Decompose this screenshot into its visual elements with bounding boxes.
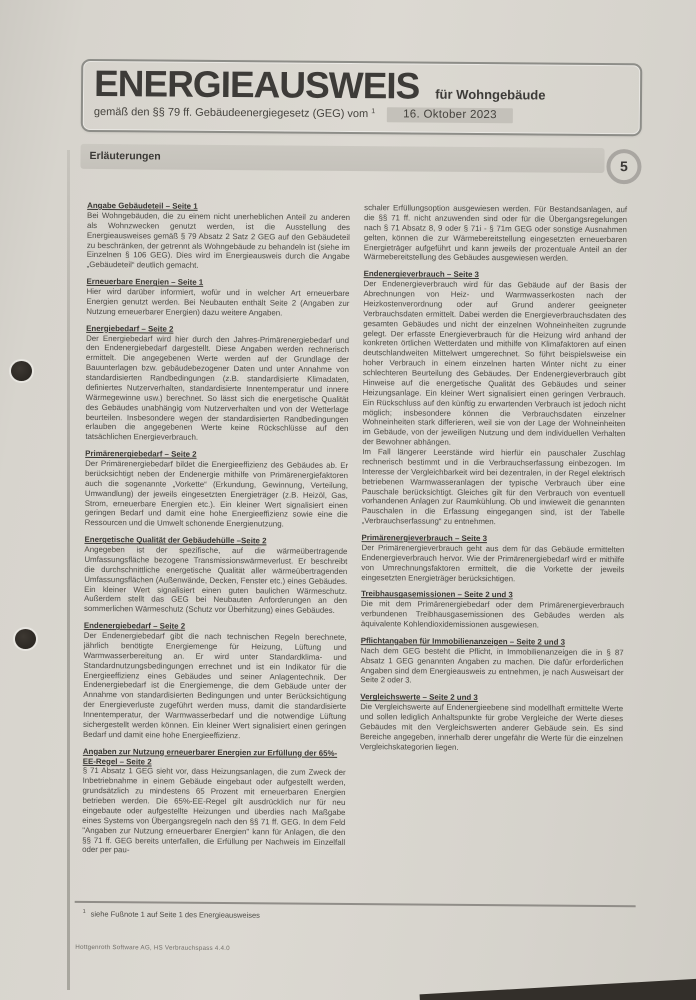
footnote-marker: 1 xyxy=(371,108,376,116)
section-heading: Treibhausgasemissionen – Seite 2 und 3 xyxy=(361,589,513,600)
section-vergleichswerte xyxy=(360,692,623,753)
footnote-divider xyxy=(75,901,636,907)
law-reference-text: gemäß den §§ 79 ff. Gebäudeenergiegesetz (GEG) vom xyxy=(93,106,369,121)
law-reference-line xyxy=(94,105,629,124)
footnote xyxy=(83,909,260,920)
section-heading: Energiebedarf – Seite 2 xyxy=(86,323,174,334)
section-body-2: Im Fall längerer Leerstände wird hierfür ein pauschaler Zuschlag rechnerisch bestimmt und in die Verbrauchserfassung einbezogen. Im Interesse der Vergleichbarkeit wird bei dezentralen, in der Regel elektrisch betriebenen Warmwasseranlagen der typische Verbrauch über eine Pauschale berücksichtigt. Gleiches gilt für den Verbrauch von eventuell vorhandenen Anlagen zur Raumkühlung. Ob und inwieweit die genannten Pauschalen in die Erfassung eingegangen sind, ist der Tabelle „Verbrauchserfassung“ zu entnehmen. xyxy=(361,447,626,527)
section-erneuerbare-energien xyxy=(86,277,349,319)
section-energetische-qualitaet xyxy=(84,535,348,616)
section-heading: Endenergiebedarf – Seite 2 xyxy=(83,621,186,631)
section-continuation xyxy=(364,203,627,264)
section-body: schaler Erfüllungsoption ausgewiesen werden. Für Bestandsanlagen, auf die §§ 71 ff. nicht anzuwenden sind oder für die Übergangsregelungen nach § 71 Absatz 8, 9 oder § 71i - § 71m GEG oder sonstige Ausnahmen gelten, können die zur Wärmebereitstellung eingesetzten erneuerbaren Energieträger aufgeführt und kann jeweils der prozentuale Anteil an der Wärmebereitstellung des Gebäudes ausgewiesen werden. xyxy=(363,203,628,264)
section-energiebedarf xyxy=(85,324,349,445)
section-body: Nach dem GEG besteht die Pflicht, in Immobilienanzeigen die in § 87 Absatz 1 GEG genannten Angaben zu machen. Die dafür erforderlichen Angaben sind dem Energieausweis zu entnehmen, je nach Ausweisart der Seite 2 oder 3. xyxy=(360,645,624,685)
section-heading: Primärenergiebedarf – Seite 2 xyxy=(85,449,197,459)
section-body: Hier wird darüber informiert, wofür und in welcher Art erneuerbare Energien genutzt werden. Bei Neubauten enthält Seite 2 (Angaben zur Nutzung erneuerbarer Energien) dazu weitere Angaben. xyxy=(86,286,350,318)
section-heading: Angabe Gebäudeteil – Seite 1 xyxy=(87,200,198,211)
footnote-text: siehe Fußnote 1 auf Seite 1 des Energieausweises xyxy=(90,909,260,920)
section-body: Der Primärenergiebedarf bildet die Energieeffizienz des Gebäudes ab. Er berücksichtigt neben der Endenergie mithilfe von Primärenergiefaktoren auch die sogenannte „Vorkette“ (Erkundung, Gewinnung, Verteilung, Umwandlung) der jeweils eingesetzten Energieträger (z.B. Heizöl, Gas, Strom, erneuerbare Energien etc.). Ein kleiner Wert signalisiert einen geringen Bedarf und damit eine hohe Energieeffizienz sowie eine die Ressourcen und die Umwelt schonende Energienutzung. xyxy=(84,458,349,529)
section-body: Der Energiebedarf wird hier durch den Jahres-Primärenergiebedarf und den Endenergiebedarf dargestellt. Diese Angaben werden rechnerisch ermittelt. Die angegebenen Werte werden auf der Grundlage der Bauunterlagen bzw. gebäudebezogener Daten und unter Annahme von standardisierten Randbedingungen (z.B. standardisierte Klimadaten, definiertes Nutzerverhalten, standardisierte Innentemperatur und innere Wärmegewinne usw.) berechnet. So lässt sich die energetische Qualität des Gebäudes unabhängig vom Nutzerverhalten und von der Wetterlage beurteilen. Insbesondere wegen der standardisierten Randbedingungen erlauben die angegebenen Werte keine Rückschlüsse auf den tatsächlichen Energieverbrauch. xyxy=(85,333,350,443)
issue-date: 16. Oktober 2023 xyxy=(387,107,513,123)
section-primaerenergiebedarf xyxy=(85,449,349,530)
section-65-ee-regel xyxy=(82,747,346,858)
section-header-bar: Erläuterungen xyxy=(80,144,604,173)
section-body: Der Endenergieverbrauch wird für das Gebäude auf der Basis der Abrechnungen von Heiz- und Warmwasserkosten nach der Heizkostenverordnung oder auf Grund anderer geeigneter Verbrauchsdaten ermittelt. Dabei werden die Energieverbrauchsdaten des gesamten Gebäudes und nicht der einzelnen Wohneinheiten zugrunde gelegt. Der erfasste Energieverbrauch für die Heizung wird anhand der konkreten örtlichen Wetterdaten und mithilfe von Klimafaktoren auf einen deutschlandweiten Mittelwert umgerechnet. So führt beispielsweise ein hoher Verbrauch in einem einzelnen harten Winter nicht zu einer schlechteren Beurteilung des Gebäudes. Der Endenergieverbrauch gibt Hinweise auf die energetische Qualität des Gebäudes und seiner Heizungsanlage. Ein kleiner Wert signalisiert einen geringen Verbrauch. Ein Rückschluss auf den künftig zu erwartenden Verbrauch ist jedoch nicht möglich; insbesondere können die Verbrauchsdaten einzelner Wohneinheiten stark differieren, weil sie von der Lage der Wohneinheiten im Gebäude, von der jeweiligen Nutzung und dem individuellen Verhalten der Bewohner abhängen. xyxy=(362,279,627,447)
footnote-number: 1 xyxy=(82,908,86,915)
section-heading: Endenergieverbrauch – Seite 3 xyxy=(363,269,479,280)
section-heading: Erneuerbare Energien – Seite 1 xyxy=(86,277,204,287)
section-angabe-gebaeudeteil xyxy=(87,201,351,272)
section-primaerenergieverbrauch xyxy=(361,533,624,584)
section-body: Die mit dem Primärenergiebedarf oder dem Primärenergieverbrauch verbundenen Treibhausgasemissionen des Gebäudes werden als äquivalente Kohlendioxidemissionen ausgewiesen. xyxy=(360,599,625,630)
text-columns xyxy=(82,201,628,859)
section-body: Angegeben ist der spezifische, auf die wärmeübertragende Umfassungsfläche bezogene Transmissionswärmeverlust. Er beschreibt die durchschnittliche energetische Qualität aller wärmeübertragenden Umfassungsflächen (Außenwände, Decken, Fenster etc.) eines Gebäudes. Ein kleiner Wert signalisiert einen guten baulichen Wärmeschutz. Außerdem stellt das GEG bei Neubauten Anforderungen an den sommerlichen Wärmeschutz (Schutz vor Überhitzung) eines Gebäudes. xyxy=(83,544,348,616)
section-heading: Energetische Qualität der Gebäudehülle –Seite 2 xyxy=(84,535,267,546)
section-body: Der Endenergiebedarf gibt die nach technischen Regeln berechnete, jährlich benötigte Energiemenge für Heizung, Lüftung und Warmwasserbereitung an. Er wird unter Standardklima- und Standardnutzungsbedingungen errechnet und ist ein Indikator für die Energieeffizienz eines Gebäudes und seiner Anlagentechnik. Der Endenergiebedarf ist die Energiemenge, die dem Gebäude unter der Annahme von standardisierten Bedingungen und unter Berücksichtigung der Energieverluste zugeführt werden muss, damit die standardisierte Innentemperatur, der Warmwasserbedarf und die notwendige Lüftung sichergestellt werden können. Ein kleiner Wert signalisiert einen geringen Bedarf und damit eine hohe Energieeffizienz. xyxy=(82,630,347,740)
page-number-badge: 5 xyxy=(606,149,641,184)
section-heading: Vergleichswerte – Seite 2 und 3 xyxy=(360,692,478,703)
section-heading: Pflichtangaben für Immobilienanzeigen – Seite 2 und 3 xyxy=(360,635,566,647)
section-pflichtangaben xyxy=(360,636,623,687)
section-heading: Primärenergieverbrauch – Seite 3 xyxy=(361,533,488,544)
left-column xyxy=(82,201,350,857)
section-body: Die Vergleichswerte auf Endenergieebene sind modellhaft ermittelte Werte und sollen lediglich Anhaltspunkte für grobe Vergleiche der Werte dieses Gebäudes mit den Vergleichswerten anderer Gebäude sein. Es sind Bereiche angegeben, innerhalb derer ungefähr die Werte für die einzelnen Vergleichskategorien liegen. xyxy=(359,702,624,752)
right-column xyxy=(359,203,627,859)
document-title: ENERGIEAUSWEIS xyxy=(93,62,420,107)
section-body: Bei Wohngebäuden, die zu einem nicht unerheblichen Anteil zu anderen als Wohnzwecken genutzt werden, ist die Ausstellung des Energieausweises gemäß § 79 Absatz 2 Satz 2 GEG auf den Gebäudeteil zu beschränken, der getrennt als Wohngebäude zu behandeln ist (siehe im Einzelnen § 106 GEG). Dies wird im Energieausweis durch die Angabe „Gebäudeteil“ deutlich gemacht. xyxy=(86,210,351,271)
section-heading: Angaben zur Nutzung erneuerbarer Energien zur Erfüllung der 65%-EE-Regel – Seite 2 xyxy=(82,746,338,766)
section-treibhausgasemissionen xyxy=(361,589,624,631)
section-body: Der Primärenergieverbrauch geht aus dem für das Gebäude ermittelten Endenergieverbrauch hervor. Wie der Primärenergiebedarf wird er mithilfe von Umrechnungsfaktoren ermittelt, die die Vorkette der jeweils eingesetzten Energieträger berücksichtigen. xyxy=(361,542,625,583)
section-body: § 71 Absatz 1 GEG sieht vor, dass Heizungsanlagen, die zum Zweck der Inbetriebnahme in einem Gebäude eingebaut oder aufgestellt werden, grundsätzlich zu mindestens 65 Prozent mit erneuerbaren Energien betrieben werden. Die 65%-EE-Regel gilt ausdrücklich nur für neu eingebaute oder aufgestellte Heizungen und überdies nach Maßgabe eines Systems von Übergangsregeln nach den §§ 71 ff. GEG. In dem Feld "Angaben zur Nutzung erneuerbarer Energien" kann für Anlagen, die den §§ 71 ff. GEG bereits unterfallen, die Erfüllung per Nachweis im Einzelfall oder per pau- xyxy=(82,766,346,855)
document-subtitle: für Wohngebäude xyxy=(435,86,546,103)
section-endenergieverbrauch xyxy=(362,269,627,528)
section-endenergiebedarf xyxy=(83,621,347,742)
title-box xyxy=(81,59,643,136)
software-credit: Hottgenroth Software AG, HS Verbrauchspass 4.4.0 xyxy=(75,943,230,953)
